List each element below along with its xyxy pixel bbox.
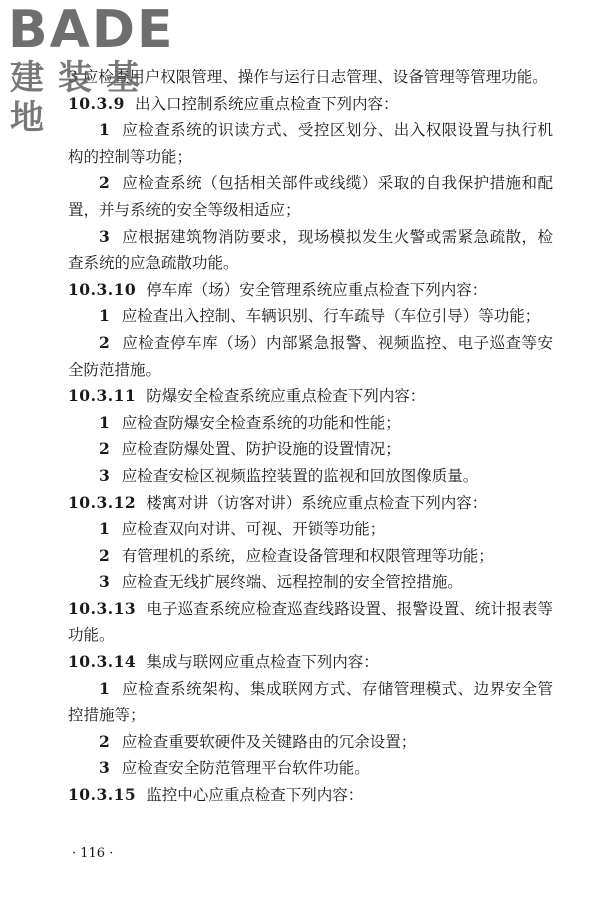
list-item-number: 3 bbox=[99, 226, 110, 246]
clause-text: 停车库（场）安全管理系统应重点检查下列内容： bbox=[146, 280, 488, 299]
list-item-text: 有管理机的系统，应检查设备管理和权限管理等功能； bbox=[121, 546, 494, 565]
list-item-text: 应检查重要软硬件及关键路由的冗余设置； bbox=[121, 732, 417, 751]
clause-heading bbox=[68, 649, 553, 676]
clause-number: 10.3.15 bbox=[68, 785, 137, 805]
list-item-text: 应检查出入控制、车辆识别、行车疏导（车位引导）等功能； bbox=[121, 307, 541, 326]
list-item-text: 应检查防爆安全检查系统的功能和性能； bbox=[121, 413, 401, 432]
list-item-number: 3 bbox=[99, 572, 110, 592]
list-item-number: 1 bbox=[99, 120, 110, 140]
clause-heading bbox=[68, 277, 553, 304]
clause-number: 10.3.14 bbox=[68, 652, 137, 672]
logo-wordmark: BADE bbox=[8, 0, 175, 60]
clause-number: 10.3.13 bbox=[68, 598, 137, 618]
list-item-number: 2 bbox=[99, 439, 110, 459]
clause-heading bbox=[68, 596, 553, 649]
clause-number: 10.3.9 bbox=[68, 93, 125, 113]
clause-text: 集成与联网应重点检查下列内容： bbox=[146, 653, 379, 672]
list-item-text: 应检查停车库（场）内部紧急报警、视频监控、电子巡查等安全防范措施。 bbox=[68, 333, 553, 379]
list-item bbox=[68, 463, 553, 490]
list-item-text: 应检查安检区视频监控装置的监视和回放图像质量。 bbox=[121, 466, 479, 485]
clause-heading bbox=[68, 782, 553, 809]
page-number: · 116 · bbox=[72, 846, 114, 861]
list-item-number: 1 bbox=[99, 678, 110, 698]
clause-text: 出入口控制系统应重点检查下列内容： bbox=[134, 94, 399, 113]
list-item bbox=[68, 436, 553, 463]
list-item-text: 应检查系统架构、集成联网方式、存储管理模式、边界安全管控措施等； bbox=[68, 679, 553, 725]
list-item bbox=[68, 516, 553, 543]
clause-heading bbox=[68, 383, 553, 410]
list-item bbox=[68, 676, 553, 729]
list-item bbox=[68, 303, 553, 330]
clause-text: 电子巡查系统应检查巡查线路设置、报警设置、统计报表等功能。 bbox=[68, 599, 553, 645]
list-item-text: 应根据建筑物消防要求，现场模拟发生火警或需紧急疏散，检查系统的应急疏散功能。 bbox=[68, 227, 553, 273]
list-item bbox=[68, 543, 553, 570]
list-item bbox=[68, 170, 553, 223]
list-item-number: 3 bbox=[99, 465, 110, 485]
list-item-text: 应检查防爆处置、防护设施的设置情况； bbox=[121, 440, 401, 459]
list-item-number: 1 bbox=[99, 306, 110, 326]
list-item-number: 2 bbox=[99, 545, 110, 565]
clause-text: 防爆安全检查系统应重点检查下列内容： bbox=[146, 387, 426, 406]
list-item bbox=[68, 410, 553, 437]
clause-text: 监控中心应重点检查下列内容： bbox=[146, 786, 364, 805]
list-item-text: 应检查双向对讲、可视、开锁等功能； bbox=[121, 520, 386, 539]
list-item bbox=[68, 224, 553, 277]
list-item-number: 1 bbox=[99, 519, 110, 539]
logo-subtitle: 建装基地 bbox=[10, 58, 154, 138]
document-body bbox=[68, 64, 553, 809]
list-item-text: 应检查安全防范管理平台软件功能。 bbox=[121, 759, 370, 778]
list-item bbox=[68, 569, 553, 596]
list-item-text: 应检查系统的识读方式、受控区划分、出入权限设置与执行机构的控制等功能； bbox=[68, 121, 553, 166]
list-item-text: 应检查无线扩展终端、远程控制的安全管控措施。 bbox=[121, 573, 463, 592]
paragraph-text: 3 应检查用户权限管理、操作与运行日志管理、设备管理等管理功能。 bbox=[68, 68, 548, 86]
clause-heading bbox=[68, 490, 553, 517]
list-item-number: 1 bbox=[99, 412, 110, 432]
list-item bbox=[68, 330, 553, 383]
clause-number: 10.3.11 bbox=[68, 386, 137, 406]
list-item-number: 3 bbox=[99, 758, 110, 778]
list-item-number: 2 bbox=[99, 332, 110, 352]
list-item-number: 2 bbox=[99, 731, 110, 751]
list-item-text: 应检查系统（包括相关部件或线缆）采取的自我保护措施和配置，并与系统的安全等级相适应； bbox=[68, 174, 553, 219]
clause-text: 楼寓对讲（访客对讲）系统应重点检查下列内容： bbox=[146, 493, 488, 512]
clause-number: 10.3.12 bbox=[68, 492, 137, 512]
list-item bbox=[68, 729, 553, 756]
list-item-number: 2 bbox=[99, 173, 110, 193]
list-item bbox=[68, 755, 553, 782]
clause-number: 10.3.10 bbox=[68, 279, 137, 299]
